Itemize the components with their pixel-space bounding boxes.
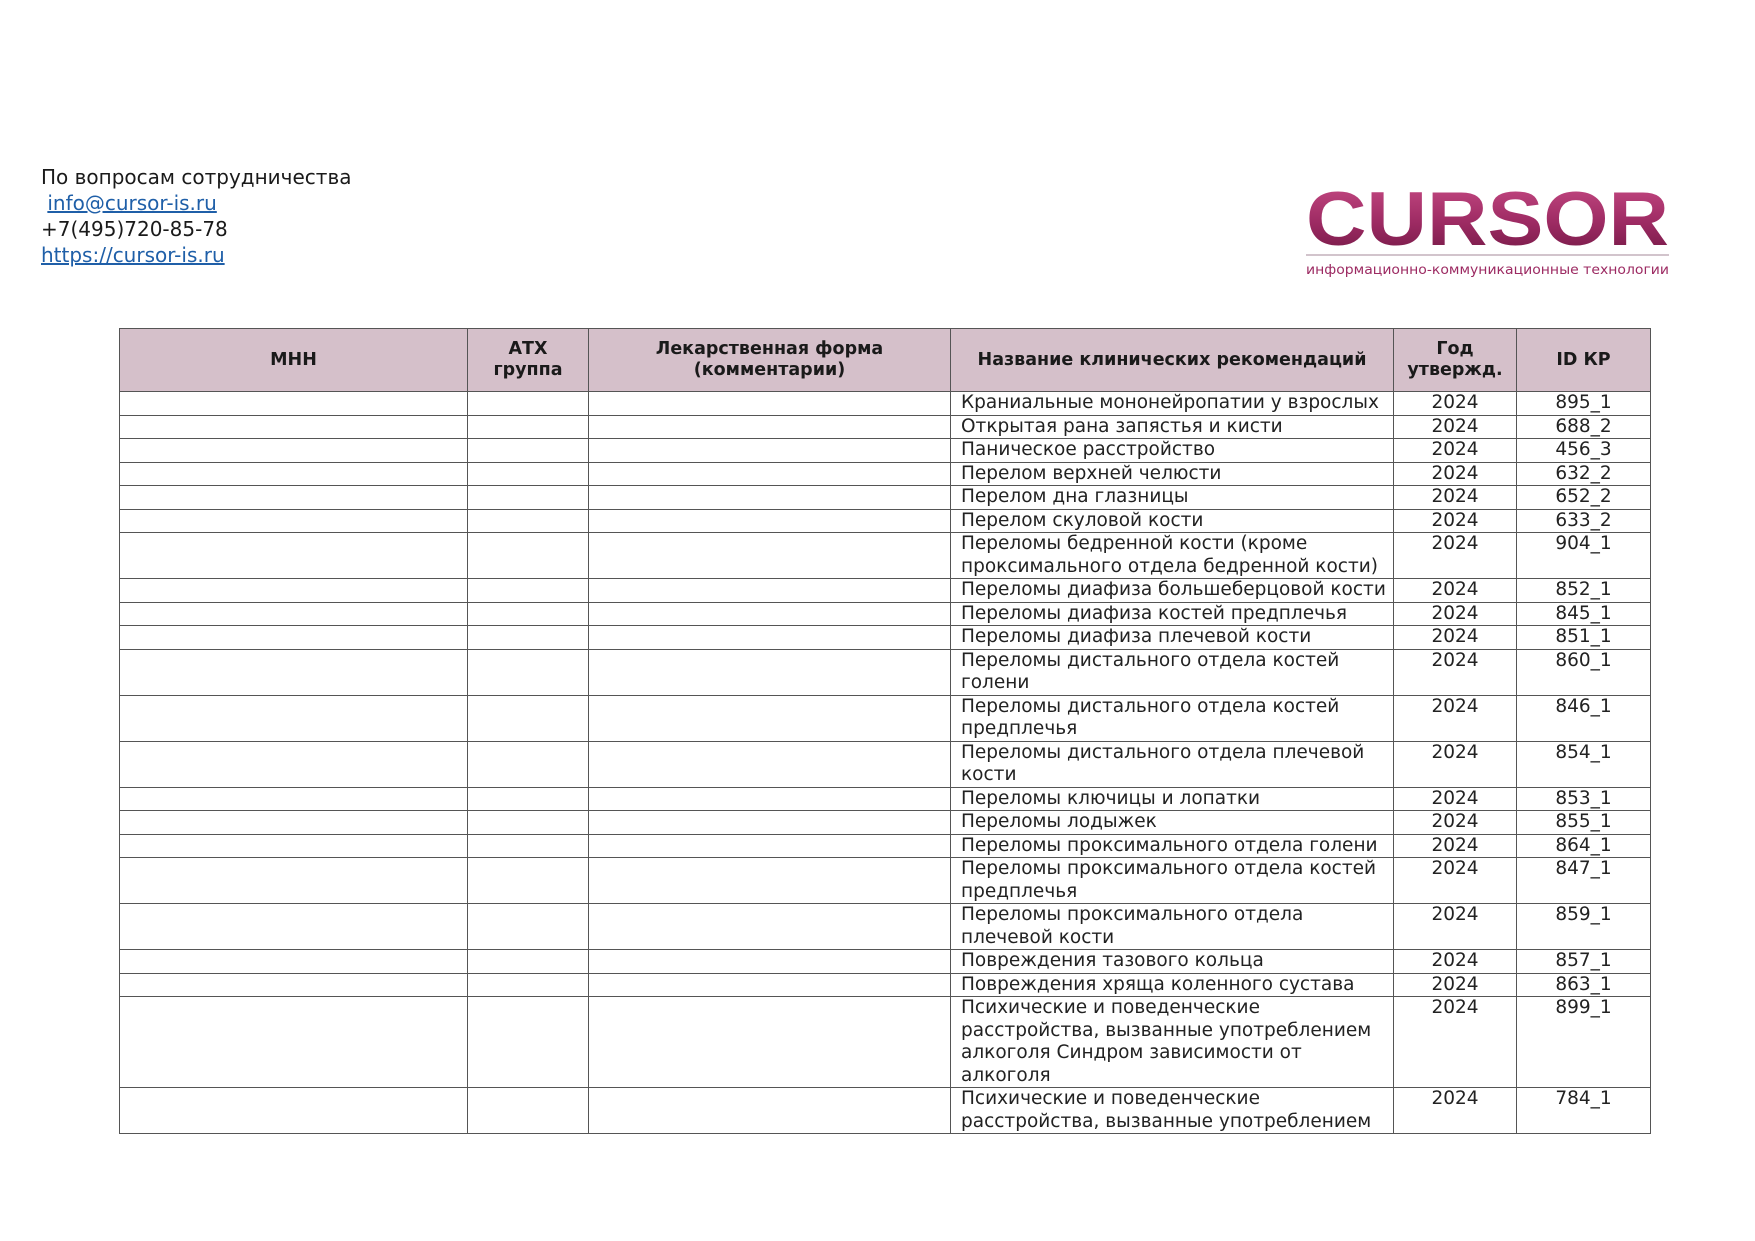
- table-row: [120, 462, 1651, 486]
- cell-name: Краниальные мононейропатии у взрослых: [951, 392, 1394, 416]
- table-row: [120, 415, 1651, 439]
- cell-mnn: [120, 462, 468, 486]
- cell-name: Переломы диафиза плечевой кости: [951, 626, 1394, 650]
- cell-form: [589, 626, 951, 650]
- cell-year: 2024: [1394, 392, 1517, 416]
- cell-id: 652_2: [1517, 486, 1651, 510]
- cell-form: [589, 579, 951, 603]
- cell-year: 2024: [1394, 695, 1517, 741]
- table-header-row: [120, 329, 1651, 392]
- table-row: [120, 997, 1651, 1088]
- cell-name: Переломы проксимального отдела плечевой кости: [951, 904, 1394, 950]
- cell-mnn: [120, 973, 468, 997]
- cell-atc: [468, 486, 589, 510]
- cell-form: [589, 602, 951, 626]
- cell-form: [589, 462, 951, 486]
- cell-id: 846_1: [1517, 695, 1651, 741]
- cell-atc: [468, 415, 589, 439]
- cell-form: [589, 649, 951, 695]
- cell-id: 688_2: [1517, 415, 1651, 439]
- cell-form: [589, 811, 951, 835]
- cell-mnn: [120, 626, 468, 650]
- cell-atc: [468, 973, 589, 997]
- col-header-form: Лекарственная форма (комментарии): [589, 329, 951, 392]
- cell-mnn: [120, 787, 468, 811]
- cell-id: 456_3: [1517, 439, 1651, 463]
- cell-year: 2024: [1394, 602, 1517, 626]
- cell-atc: [468, 787, 589, 811]
- cell-id: 854_1: [1517, 741, 1651, 787]
- cell-mnn: [120, 997, 468, 1088]
- cell-year: 2024: [1394, 811, 1517, 835]
- cell-atc: [468, 811, 589, 835]
- cell-form: [589, 950, 951, 974]
- cell-form: [589, 741, 951, 787]
- cell-name: Психические и поведенческие расстройства, вызванные употреблением алкоголя Синдром зависимости от алкоголя: [951, 997, 1394, 1088]
- contact-block: [41, 164, 352, 268]
- cell-name: Переломы дистального отдела костей голени: [951, 649, 1394, 695]
- col-header-year: Год утвержд.: [1394, 329, 1517, 392]
- cell-year: 2024: [1394, 509, 1517, 533]
- cell-atc: [468, 997, 589, 1088]
- cell-name: Перелом скуловой кости: [951, 509, 1394, 533]
- cell-form: [589, 392, 951, 416]
- cell-form: [589, 858, 951, 904]
- cell-year: 2024: [1394, 973, 1517, 997]
- cell-name: Перелом дна глазницы: [951, 486, 1394, 510]
- cell-mnn: [120, 579, 468, 603]
- table-row: [120, 1088, 1651, 1134]
- cell-atc: [468, 1088, 589, 1134]
- cell-mnn: [120, 649, 468, 695]
- cell-mnn: [120, 439, 468, 463]
- cell-mnn: [120, 858, 468, 904]
- cell-name: Переломы диафиза большеберцовой кости: [951, 579, 1394, 603]
- cell-year: 2024: [1394, 904, 1517, 950]
- table-row: [120, 602, 1651, 626]
- table-row: [120, 579, 1651, 603]
- cell-form: [589, 834, 951, 858]
- cell-atc: [468, 649, 589, 695]
- cell-name: Переломы дистального отдела костей предплечья: [951, 695, 1394, 741]
- table-row: [120, 858, 1651, 904]
- cell-atc: [468, 834, 589, 858]
- cell-mnn: [120, 950, 468, 974]
- cell-mnn: [120, 509, 468, 533]
- cell-atc: [468, 392, 589, 416]
- cell-year: 2024: [1394, 950, 1517, 974]
- cell-name: Переломы бедренной кости (кроме проксимального отдела бедренной кости): [951, 533, 1394, 579]
- cell-atc: [468, 950, 589, 974]
- cell-name: Переломы проксимального отдела голени: [951, 834, 1394, 858]
- cell-form: [589, 439, 951, 463]
- cell-year: 2024: [1394, 787, 1517, 811]
- cell-id: 904_1: [1517, 533, 1651, 579]
- table-row: [120, 811, 1651, 835]
- cell-form: [589, 695, 951, 741]
- col-header-mnn: МНН: [120, 329, 468, 392]
- cell-id: 633_2: [1517, 509, 1651, 533]
- table-row: [120, 904, 1651, 950]
- cell-name: Переломы ключицы и лопатки: [951, 787, 1394, 811]
- cell-id: 847_1: [1517, 858, 1651, 904]
- cell-id: 863_1: [1517, 973, 1651, 997]
- cell-atc: [468, 602, 589, 626]
- table-row: [120, 741, 1651, 787]
- cell-id: 864_1: [1517, 834, 1651, 858]
- cursor-logo: [1306, 182, 1676, 282]
- cell-atc: [468, 462, 589, 486]
- cell-form: [589, 509, 951, 533]
- cell-name: Переломы диафиза костей предплечья: [951, 602, 1394, 626]
- table-row: [120, 509, 1651, 533]
- cell-year: 2024: [1394, 858, 1517, 904]
- cell-id: 851_1: [1517, 626, 1651, 650]
- cell-form: [589, 1088, 951, 1134]
- table-row: [120, 439, 1651, 463]
- cell-year: 2024: [1394, 439, 1517, 463]
- table-row: [120, 695, 1651, 741]
- col-header-name: Название клинических рекомендаций: [951, 329, 1394, 392]
- cell-form: [589, 415, 951, 439]
- contact-label: По вопросам сотрудничества: [41, 165, 352, 189]
- col-header-id: ID КР: [1517, 329, 1651, 392]
- table-row: [120, 626, 1651, 650]
- cell-id: 784_1: [1517, 1088, 1651, 1134]
- table-row: [120, 649, 1651, 695]
- cell-name: Перелом верхней челюсти: [951, 462, 1394, 486]
- cell-id: 853_1: [1517, 787, 1651, 811]
- table-row: [120, 392, 1651, 416]
- cell-mnn: [120, 904, 468, 950]
- cell-name: Психические и поведенческие расстройства, вызванные употреблением: [951, 1088, 1394, 1134]
- table-row: [120, 787, 1651, 811]
- cell-year: 2024: [1394, 1088, 1517, 1134]
- cell-mnn: [120, 486, 468, 510]
- cell-year: 2024: [1394, 649, 1517, 695]
- cell-mnn: [120, 811, 468, 835]
- cell-id: 852_1: [1517, 579, 1651, 603]
- cell-year: 2024: [1394, 533, 1517, 579]
- cell-mnn: [120, 602, 468, 626]
- cell-id: 632_2: [1517, 462, 1651, 486]
- cell-form: [589, 904, 951, 950]
- cell-name: Переломы лодыжек: [951, 811, 1394, 835]
- logo-wordmark: CURSOR: [1306, 182, 1669, 262]
- cell-form: [589, 973, 951, 997]
- cell-id: 895_1: [1517, 392, 1651, 416]
- cell-mnn: [120, 392, 468, 416]
- cell-name: Повреждения хряща коленного сустава: [951, 973, 1394, 997]
- cell-atc: [468, 695, 589, 741]
- table-row: [120, 950, 1651, 974]
- website-link[interactable]: https://cursor-is.ru: [41, 243, 225, 267]
- cell-atc: [468, 741, 589, 787]
- email-link[interactable]: info@cursor-is.ru: [47, 191, 217, 215]
- table-row: [120, 973, 1651, 997]
- cell-form: [589, 533, 951, 579]
- table-row: [120, 486, 1651, 510]
- cell-year: 2024: [1394, 415, 1517, 439]
- table-row: [120, 533, 1651, 579]
- cell-mnn: [120, 834, 468, 858]
- cell-mnn: [120, 415, 468, 439]
- cell-year: 2024: [1394, 462, 1517, 486]
- cell-id: 859_1: [1517, 904, 1651, 950]
- recommendations-table: [119, 328, 1651, 1134]
- cell-id: 855_1: [1517, 811, 1651, 835]
- cell-atc: [468, 579, 589, 603]
- cell-form: [589, 787, 951, 811]
- cell-atc: [468, 858, 589, 904]
- cell-mnn: [120, 533, 468, 579]
- cell-mnn: [120, 695, 468, 741]
- table-row: [120, 834, 1651, 858]
- cell-atc: [468, 509, 589, 533]
- cell-mnn: [120, 1088, 468, 1134]
- cell-name: Открытая рана запястья и кисти: [951, 415, 1394, 439]
- cell-id: 845_1: [1517, 602, 1651, 626]
- cell-id: 857_1: [1517, 950, 1651, 974]
- cell-year: 2024: [1394, 579, 1517, 603]
- col-header-atc: АТХ группа: [468, 329, 589, 392]
- cell-year: 2024: [1394, 834, 1517, 858]
- cell-atc: [468, 904, 589, 950]
- cell-year: 2024: [1394, 486, 1517, 510]
- cell-name: Паническое расстройство: [951, 439, 1394, 463]
- cell-name: Переломы дистального отдела плечевой кости: [951, 741, 1394, 787]
- cell-atc: [468, 439, 589, 463]
- cell-year: 2024: [1394, 626, 1517, 650]
- phone-number: +7(495)720-85-78: [41, 217, 228, 241]
- logo-tagline: информационно-коммуникационные технологии: [1306, 263, 1669, 278]
- cell-year: 2024: [1394, 997, 1517, 1088]
- cell-name: Переломы проксимального отдела костей предплечья: [951, 858, 1394, 904]
- cell-year: 2024: [1394, 741, 1517, 787]
- cell-name: Повреждения тазового кольца: [951, 950, 1394, 974]
- cell-id: 860_1: [1517, 649, 1651, 695]
- cell-id: 899_1: [1517, 997, 1651, 1088]
- cell-mnn: [120, 741, 468, 787]
- cell-form: [589, 997, 951, 1088]
- cell-atc: [468, 626, 589, 650]
- cell-form: [589, 486, 951, 510]
- cell-atc: [468, 533, 589, 579]
